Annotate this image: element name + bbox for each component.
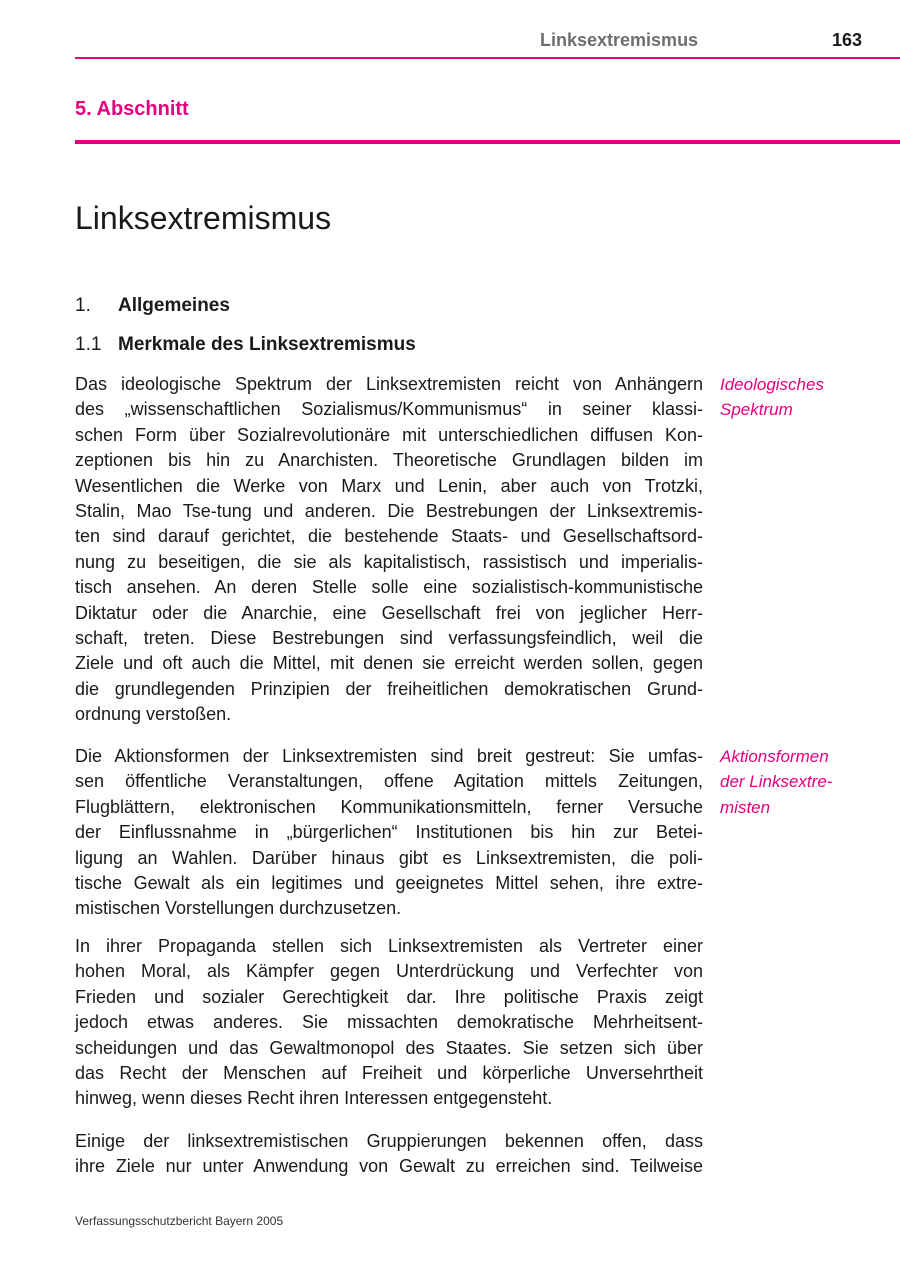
text-line: die grundlegenden Prinzipien der freiheitlichen demokratischen Grund- (75, 678, 703, 699)
text-line: ihre Ziele nur unter Anwendung von Gewalt zu erreichen sind. Teilweise (75, 1156, 703, 1177)
text-line: Einige der linksextremistischen Gruppierungen bekennen offen, dass (75, 1131, 703, 1151)
paragraph-gewalt (75, 1129, 703, 1180)
text-line: mistischen Vorstellungen durchzusetzen. (75, 898, 402, 919)
margin-note-line: Aktionsformen (720, 747, 829, 766)
margin-note-line: misten (720, 797, 771, 817)
heading-merkmale (75, 334, 416, 356)
heading-number: 1.1 (75, 334, 102, 355)
text-line: hinweg, wenn dieses Recht ihren Interessen entgegensteht. (75, 1088, 553, 1109)
text-line: ordnung verstoßen. (75, 704, 232, 725)
paragraph-propaganda (75, 934, 703, 1112)
margin-note-line: der Linksextre- (720, 772, 833, 792)
heading-number: 1. (75, 295, 91, 316)
margin-note-aktionsformen (720, 744, 832, 820)
text-line: Das ideologische Spektrum der Linksextremisten reicht von Anhängern (75, 374, 703, 394)
text-line: scheidungen und das Gewaltmonopol des Staates. Sie setzen sich über (75, 1037, 703, 1058)
footer-publication: Verfassungsschutzbericht Bayern 2005 (75, 1214, 284, 1228)
text-line: ligung an Wahlen. Darüber hinaus gibt es Linksextremisten, die poli- (75, 847, 703, 868)
text-line: tisch ansehen. An deren Stelle solle eine sozialistisch-kommunistische (75, 577, 703, 598)
chapter-title: Linksextremismus (75, 200, 332, 236)
text-line: In ihrer Propaganda stellen sich Linksextremisten als Vertreter einer (75, 936, 703, 956)
section-rule (75, 140, 900, 144)
text-line: jedoch etwas anderes. Sie missachten demokratische Mehrheitsent- (75, 1012, 703, 1033)
paragraph-ideologie (75, 372, 703, 727)
text-line: hohen Moral, als Kämpfer gegen Unterdrückung und Verfechter von (75, 961, 703, 982)
text-line: der Einflussnahme in „bürgerlichen“ Institutionen bis hin zur Betei- (75, 822, 703, 843)
text-line: ten sind darauf gerichtet, die bestehende Staats- und Gesellschaftsord- (75, 526, 703, 547)
margin-note-line: Spektrum (720, 400, 793, 420)
text-line: sen öffentliche Veranstaltungen, offene Agitation mittels Zeitungen, (75, 771, 703, 792)
text-line: zeptionen bis hin zu Anarchisten. Theoretische Grundlagen bilden im (75, 450, 703, 471)
header-rule (75, 57, 900, 59)
text-line: Stalin, Mao Tse-tung und anderen. Die Bestrebungen der Linksextremis- (75, 500, 703, 521)
text-line: Flugblättern, elektronischen Kommunikationsmitteln, ferner Versuche (75, 796, 703, 817)
margin-note-line: Ideologisches (720, 375, 824, 394)
paragraph-aktionsformen (75, 744, 703, 922)
section-label: 5. Abschnitt (75, 98, 189, 120)
text-line: schaft, treten. Diese Bestrebungen sind verfassungsfeindlich, weil die (75, 627, 703, 648)
page-number: 163 (832, 30, 863, 50)
text-line: Frieden und sozialer Gerechtigkeit dar. Ihre politische Praxis zeigt (75, 986, 703, 1007)
text-line: tische Gewalt als ein legitimes und geeignetes Mittel sehen, ihre extre- (75, 872, 703, 893)
text-line: Diktatur oder die Anarchie, eine Gesellschaft frei von jeglicher Herr- (75, 602, 703, 623)
text-line: Wesentlichen die Werke von Marx und Lenin, aber auch von Trotzki, (75, 475, 703, 496)
text-line: schen Form über Sozialrevolutionäre mit unterschiedlichen diffusen Kon- (75, 424, 703, 445)
text-line: Ziele und oft auch die Mittel, mit denen sie erreicht werden sollen, gegen (75, 653, 703, 674)
text-line: Die Aktionsformen der Linksextremisten sind breit gestreut: Sie umfas- (75, 746, 703, 766)
text-line: des „wissenschaftlichen Sozialismus/Kommunismus“ in seiner klassi- (75, 399, 703, 420)
heading-allgemeines (75, 295, 230, 317)
margin-note-ideologisches-spektrum (720, 372, 824, 423)
heading-text: Merkmale des Linksextremismus (118, 334, 416, 355)
running-title: Linksextremismus (540, 30, 699, 50)
heading-text: Allgemeines (118, 295, 230, 316)
text-line: nung zu beseitigen, die sie als kapitalistisch, rassistisch und imperialis- (75, 551, 703, 572)
text-line: das Recht der Menschen auf Freiheit und körperliche Unversehrtheit (75, 1062, 703, 1083)
